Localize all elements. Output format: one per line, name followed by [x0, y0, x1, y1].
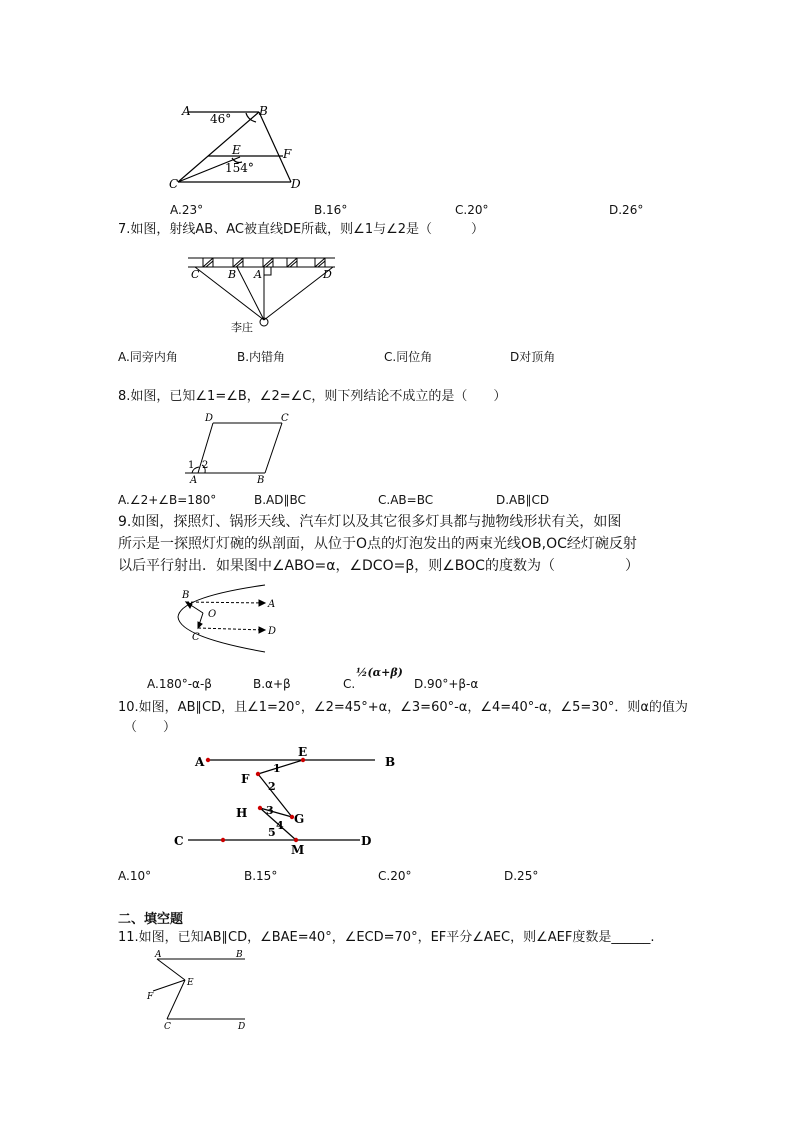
q11-label-d: D [238, 1022, 246, 1032]
q6-label-b: B [259, 104, 268, 118]
q7-option-b: B.内错角 [237, 350, 286, 364]
q8-option-c: C.AB=BC [378, 493, 434, 507]
q10-label-c: C [174, 834, 184, 848]
q6-label-e: E [232, 143, 241, 157]
q7-label-a: A [254, 268, 262, 281]
q10-label-d: D [361, 834, 372, 848]
q6-label-f: F [283, 147, 292, 161]
q10-figure [170, 742, 396, 862]
q6-option-d: D.26° [609, 203, 644, 217]
q10-option-d: D.25° [504, 869, 539, 883]
q9-stem-line2: 所示是一探照灯灯碗的纵剖面，从位于O点的灯泡发出的两束光线OB,OC经灯碗反射 [118, 536, 637, 552]
q10-label-e: E [298, 745, 308, 759]
q7-label-village: 李庄 [231, 321, 253, 334]
q9-option-b: B.α+β [253, 677, 291, 691]
q9-option-a: A.180°-α-β [147, 677, 212, 691]
q7-option-d: D对顶角 [510, 350, 556, 364]
q10-label-h: H [236, 806, 248, 820]
q8-option-a: A.∠2+∠B=180° [118, 493, 217, 507]
q8-label-d: D [205, 413, 214, 424]
q6-label-c: C [169, 177, 179, 191]
section-heading-fill-in: 二、填空题 [118, 912, 184, 927]
q9-label-o: O [208, 609, 217, 620]
q10-stem-line2: （ ） [124, 720, 177, 735]
q10-stem-line1: 10.如图，AB∥CD，且∠1=20°，∠2=45°+α，∠3=60°-α，∠4=40°-α，∠5=30°．则α的值为 [118, 700, 688, 715]
q10-num-4: 4 [276, 819, 284, 832]
q10-label-a: A [195, 755, 205, 769]
q6-label-d: D [291, 177, 301, 191]
q11-label-c: C [164, 1022, 171, 1032]
q7-label-d: D [323, 268, 332, 281]
q9-label-a: A [268, 599, 276, 610]
q10-num-3: 3 [266, 804, 274, 817]
q10-num-1: 1 [273, 762, 281, 775]
q8-label-c: C [281, 413, 289, 424]
q9-option-c: C. [343, 677, 356, 691]
q9-figure [165, 582, 295, 657]
q8-option-d: D.AB∥CD [496, 493, 550, 507]
q10-option-a: A.10° [118, 869, 152, 883]
q8-option-b: B.AD∥BC [254, 493, 306, 507]
q11-label-a: A [155, 950, 162, 960]
q7-figure [185, 250, 345, 335]
q6-option-b: B.16° [314, 203, 348, 217]
q11-figure [145, 950, 255, 1030]
q9-option-d: D.90°+β-α [414, 677, 479, 691]
q8-label-1: 1 [188, 460, 195, 471]
q6-option-c: C.20° [455, 203, 489, 217]
q11-label-e: E [187, 978, 194, 988]
q7-label-c: C [191, 268, 200, 281]
q10-option-b: B.15° [244, 869, 278, 883]
q10-option-c: C.20° [378, 869, 412, 883]
q10-label-g: G [294, 812, 305, 826]
q9-option-c-formula: ½(α+β) [356, 666, 403, 679]
q7-option-c: C.同位角 [384, 350, 433, 364]
q6-angle-154: 154° [225, 161, 254, 175]
q10-label-m: M [291, 843, 305, 857]
q8-stem: 8.如图，已知∠1=∠B，∠2=∠C，则下列结论不成立的是（ ） [118, 389, 507, 404]
q10-num-2: 2 [268, 780, 276, 793]
q9-label-d: D [268, 626, 277, 637]
q8-label-a: A [190, 475, 198, 486]
q11-stem: 11.如图，已知AB∥CD，∠BAE=40°，∠ECD=70°，EF平分∠AEC，则∠AEF度数是______. [118, 930, 655, 945]
q8-figure [180, 410, 300, 490]
q6-figure [160, 100, 320, 195]
q7-stem: 7.如图，射线AB、AC被直线DE所截，则∠1与∠2是（ ） [118, 222, 485, 237]
q10-label-f: F [241, 772, 250, 786]
q6-label-a: A [182, 104, 191, 118]
q11-label-b: B [236, 950, 243, 960]
q9-stem-line1: 9.如图，探照灯、锅形天线、汽车灯以及其它很多灯具都与抛物线形状有关，如图 [118, 514, 622, 530]
q11-label-f: F [147, 992, 154, 1002]
q6-option-a: A.23° [170, 203, 204, 217]
q8-label-2: 2 [202, 460, 209, 471]
q9-stem-line3: 以后平行射出．如果图中∠ABO=α，∠DCO=β，则∠BOC的度数为（ ） [118, 558, 639, 574]
q9-label-c: C [192, 632, 200, 643]
q7-option-a: A.同旁内角 [118, 350, 178, 364]
q7-label-b: B [228, 268, 237, 281]
q10-label-b: B [385, 755, 396, 769]
q10-num-5: 5 [268, 826, 276, 839]
q8-label-b: B [257, 475, 265, 486]
q6-angle-46: 46° [210, 112, 232, 126]
q9-label-b: B [182, 590, 190, 601]
